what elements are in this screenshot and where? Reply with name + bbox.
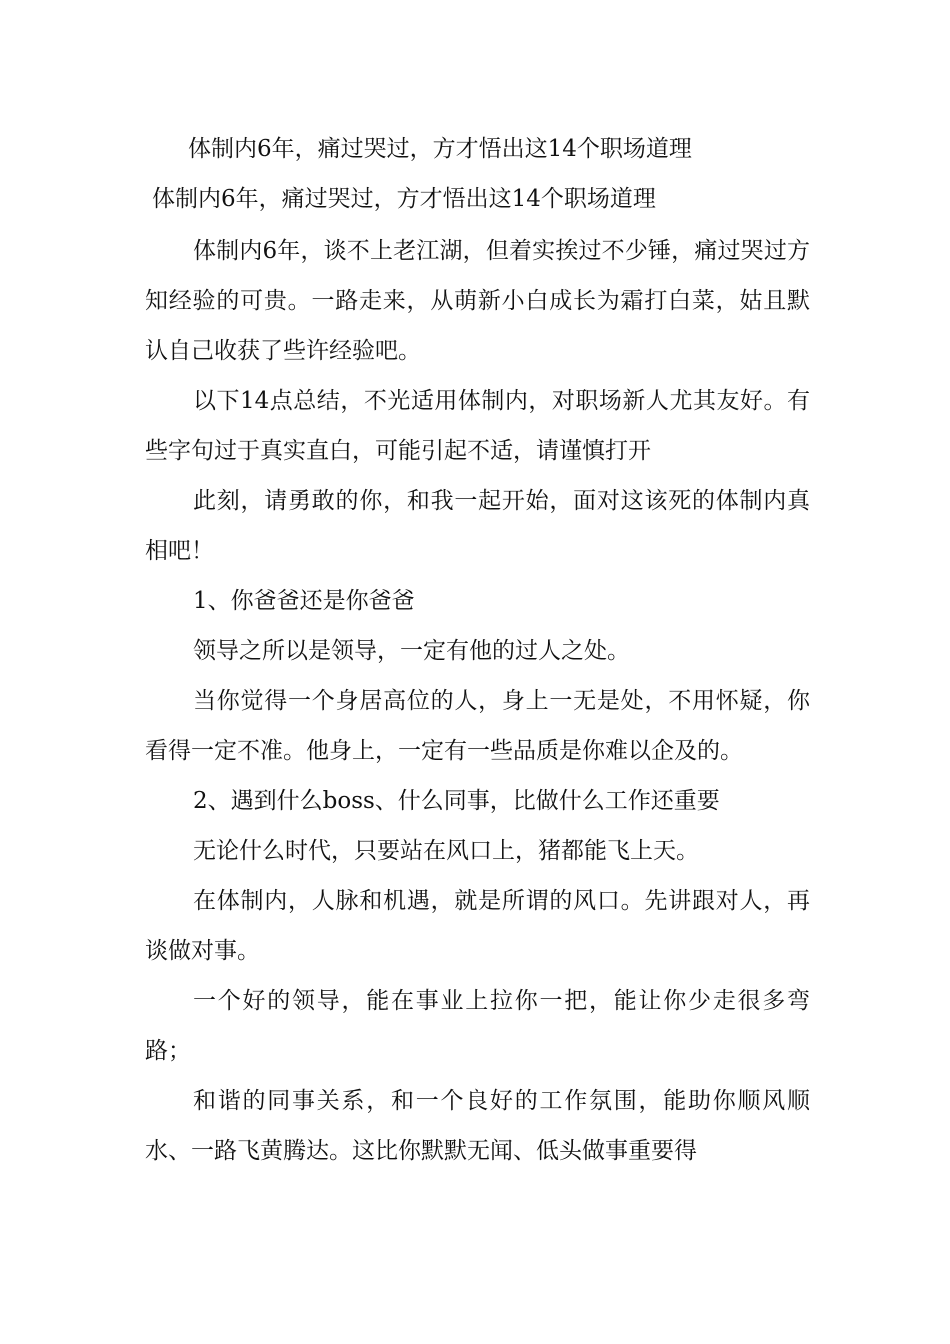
paragraph: 一个好的领导，能在事业上拉你一把，能让你少走很多弯路；	[145, 988, 810, 1064]
paragraph-call-to-read: 此刻，请勇敢的你，和我一起开始，面对这该死的体制内真相吧！	[145, 488, 810, 564]
section-heading-2: 2、遇到什么boss、什么同事，比做什么工作还重要	[193, 788, 720, 814]
document-title: 体制内6年，痛过哭过，方才悟出这14个职场道理	[188, 136, 692, 162]
document-title-repeat: 体制内6年，痛过哭过，方才悟出这14个职场道理	[152, 186, 656, 212]
paragraph: 和谐的同事关系，和一个良好的工作氛围，能助你顺风顺水、一路飞黄腾达。这比你默默无闻、低头做事重要得	[145, 1088, 810, 1164]
paragraph: 在体制内，人脉和机遇，就是所谓的风口。先讲跟对人，再谈做对事。	[145, 888, 810, 964]
document-body	[145, 226, 810, 1176]
paragraph: 当你觉得一个身居高位的人，身上一无是处，不用怀疑，你看得一定不准。他身上，一定有一些品质是你难以企及的。	[145, 688, 810, 764]
paragraph: 领导之所以是领导，一定有他的过人之处。	[193, 638, 630, 664]
paragraph: 无论什么时代，只要站在风口上，猪都能飞上天。	[193, 838, 699, 864]
section-heading-1: 1、你爸爸还是你爸爸	[193, 588, 415, 614]
paragraph-intro: 体制内6年，谈不上老江湖，但着实挨过不少锤，痛过哭过方知经验的可贵。一路走来，从萌新小白成长为霜打白菜，姑且默认自己收获了些许经验吧。	[145, 238, 810, 364]
paragraph-summary-note: 以下14点总结，不光适用体制内，对职场新人尤其友好。有些字句过于真实直白，可能引起不适，请谨慎打开	[145, 388, 810, 464]
